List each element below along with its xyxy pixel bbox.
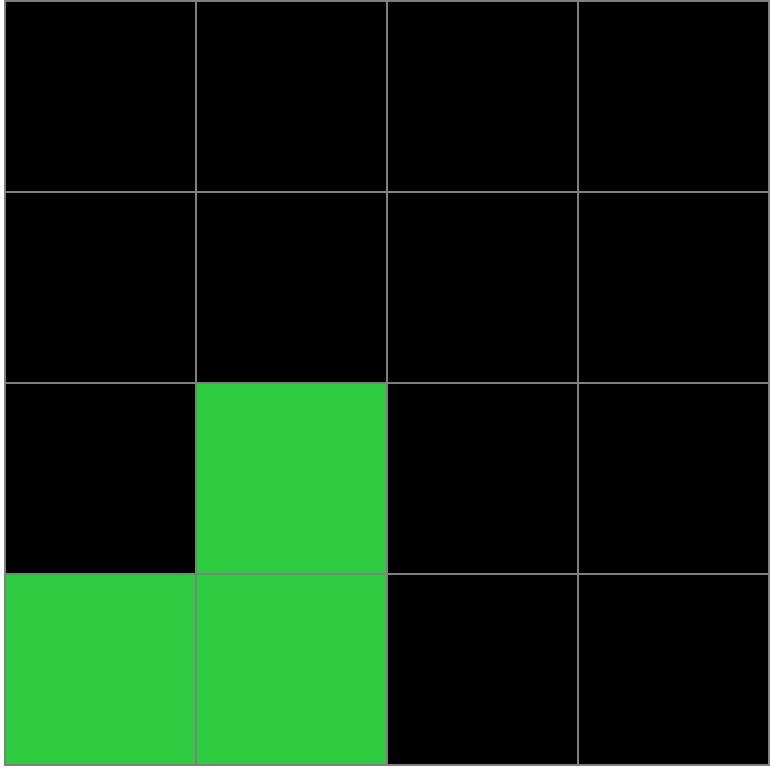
empty-cell[interactable]: [197, 193, 386, 382]
empty-cell[interactable]: [388, 193, 577, 382]
filled-cell[interactable]: [6, 575, 195, 764]
empty-cell[interactable]: [579, 575, 768, 764]
empty-cell[interactable]: [6, 384, 195, 573]
empty-cell[interactable]: [388, 575, 577, 764]
empty-cell[interactable]: [579, 2, 768, 191]
empty-cell[interactable]: [6, 193, 195, 382]
empty-cell[interactable]: [388, 384, 577, 573]
empty-cell[interactable]: [6, 2, 195, 191]
empty-cell[interactable]: [388, 2, 577, 191]
empty-cell[interactable]: [579, 384, 768, 573]
filled-cell[interactable]: [197, 575, 386, 764]
filled-cell[interactable]: [197, 384, 386, 573]
empty-cell[interactable]: [197, 2, 386, 191]
game-board: [4, 0, 770, 766]
empty-cell[interactable]: [579, 193, 768, 382]
